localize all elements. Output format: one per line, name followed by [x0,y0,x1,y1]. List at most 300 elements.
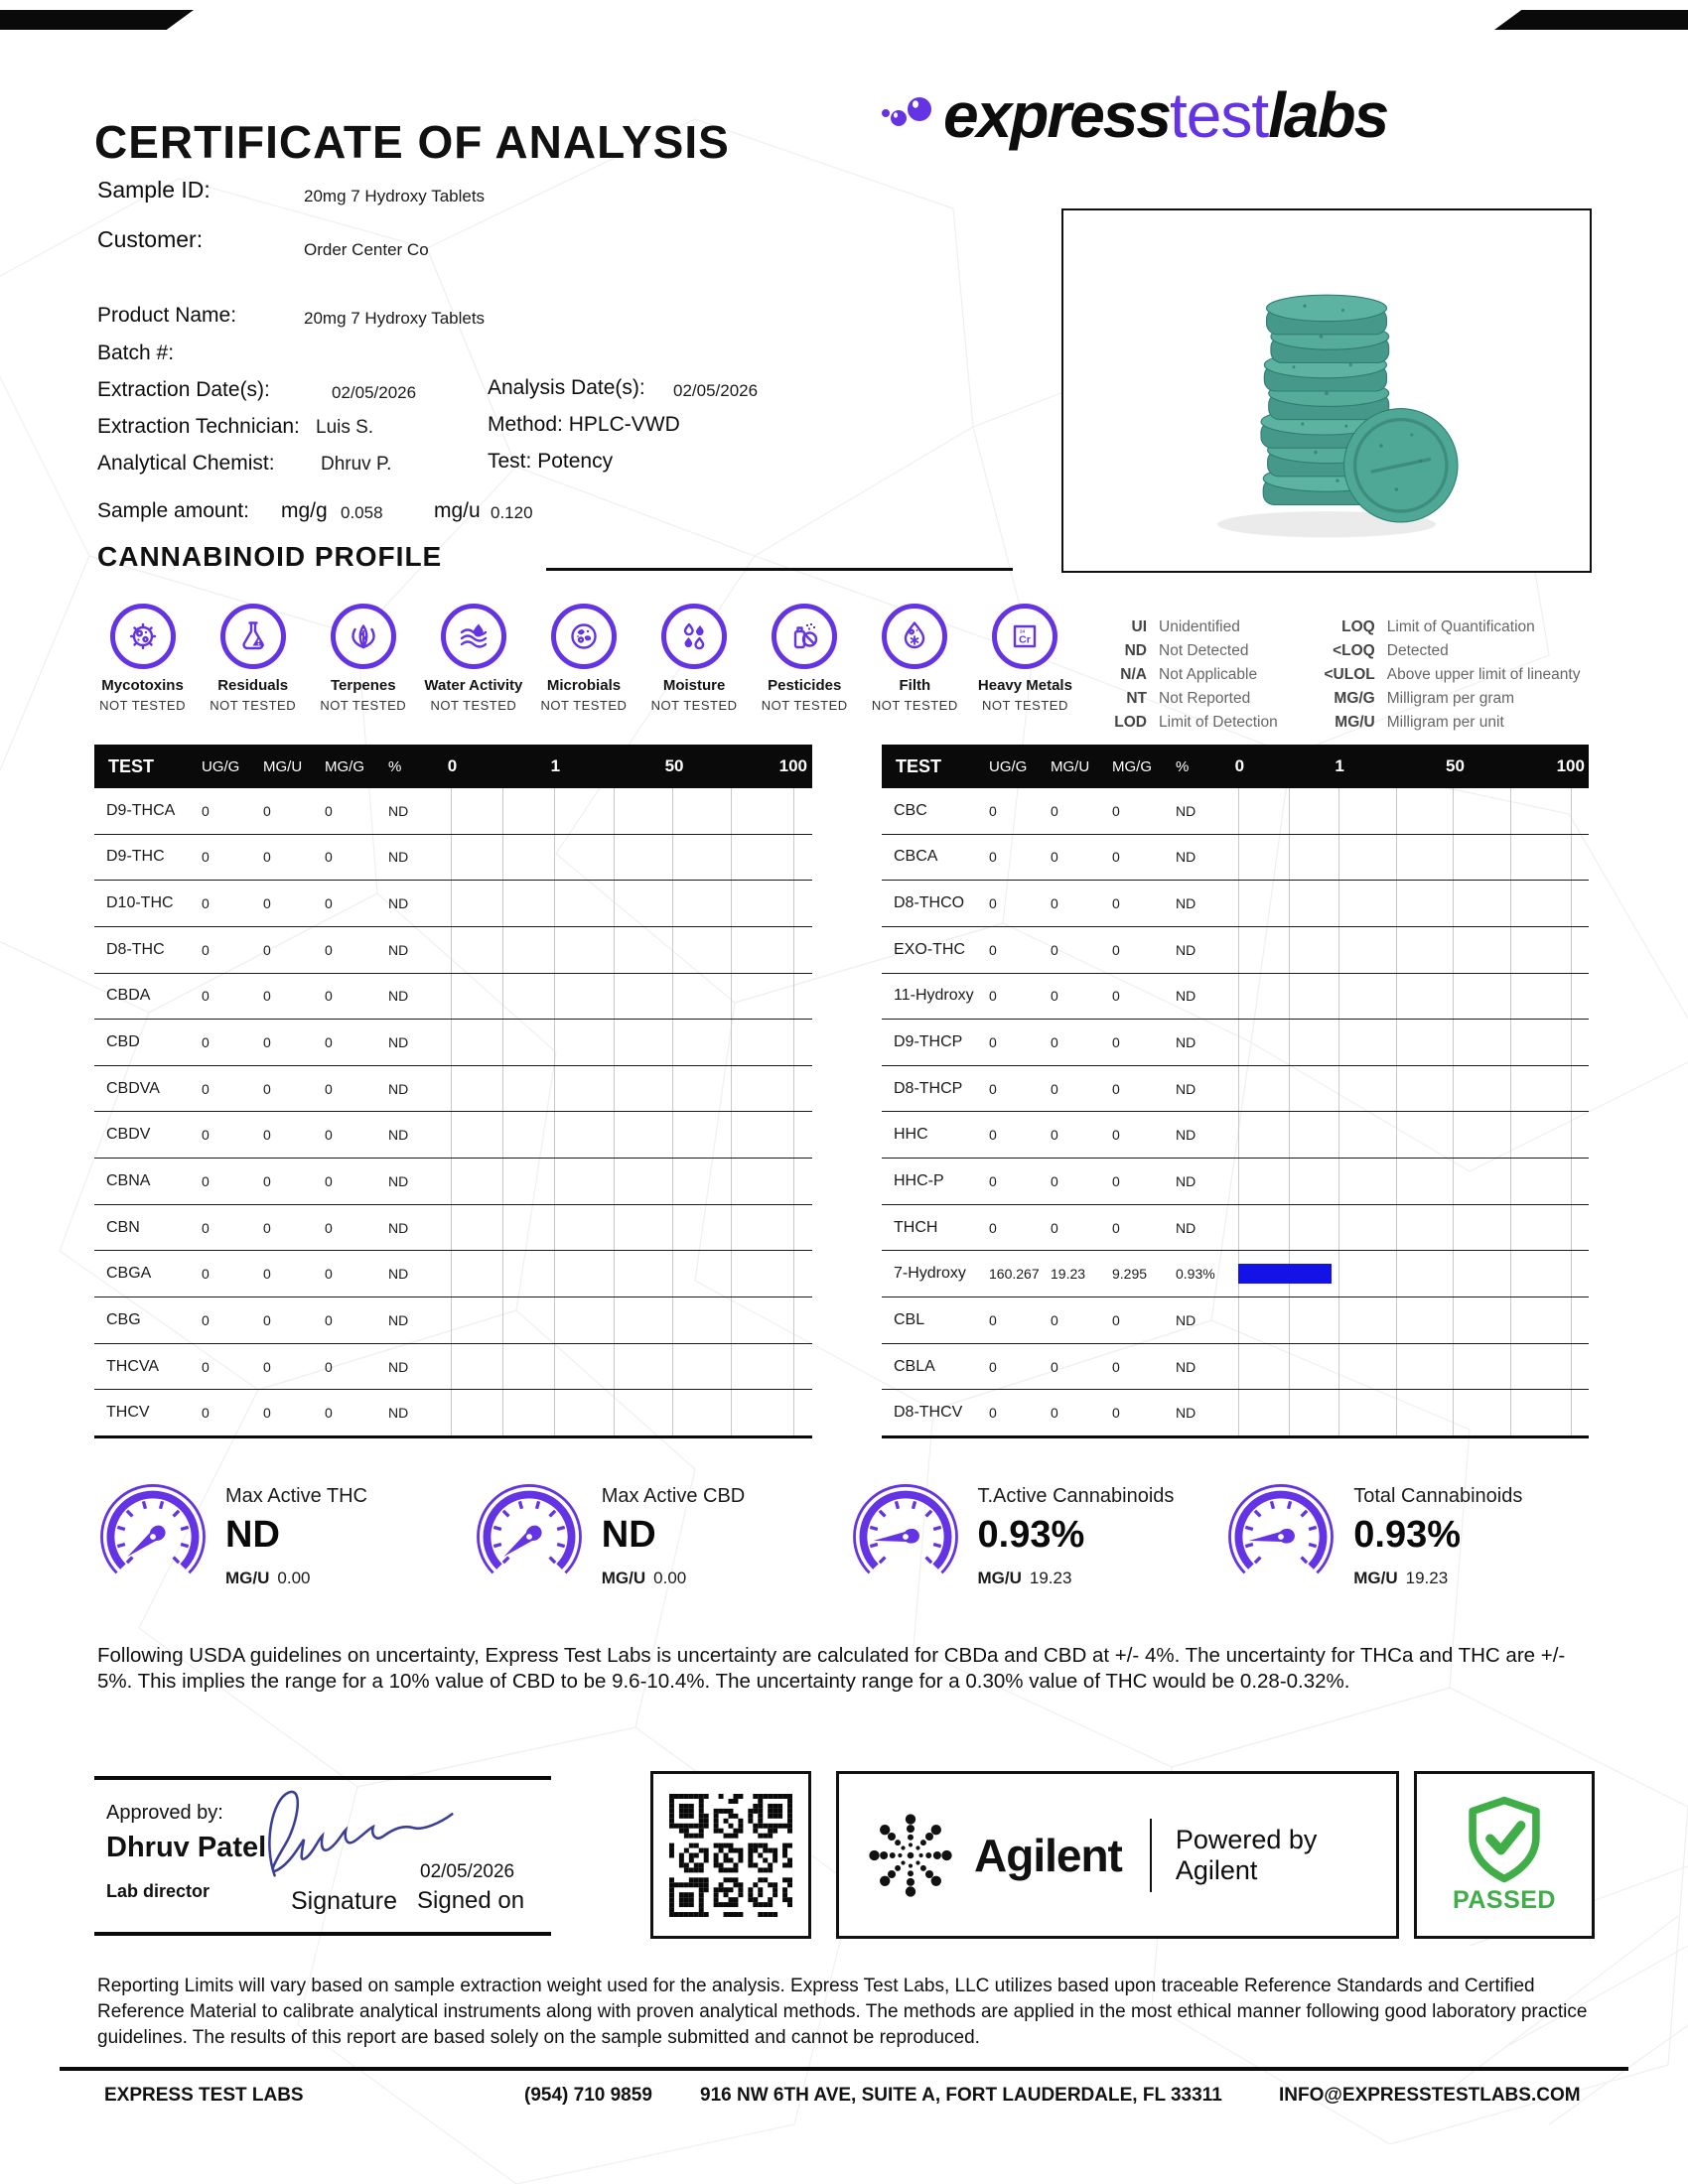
legend-desc: Unidentified [1159,618,1240,635]
row-chart [1231,1159,1589,1204]
col-mgg: MG/G [1112,757,1152,775]
cell-ugg: 0 [202,1266,210,1283]
cell-ugg: 0 [202,1127,210,1144]
sample-id-label: Sample ID: [97,177,211,203]
cell-ugg: 0 [202,941,210,958]
gridline [1338,1205,1339,1251]
scale-100: 100 [1556,756,1585,775]
col-mgg: MG/G [325,757,364,775]
approver-role: Lab director [106,1881,211,1901]
cell-pct: ND [1176,941,1196,958]
row-chart [444,1205,812,1251]
gridline [1571,1297,1572,1343]
gridline [554,835,555,881]
table-row [882,974,1589,1021]
legend-item [1306,687,1581,711]
cell-mgu: 0 [263,849,271,866]
scale-labels [444,745,812,788]
gridline [1510,788,1511,834]
gridline [1338,1297,1339,1343]
gridline [554,881,555,926]
row-chart [1231,788,1589,834]
table-row [882,1020,1589,1066]
gauge-dial-icon [847,1481,964,1597]
footer-company: EXPRESS TEST LABS [104,2085,304,2106]
gridline [672,788,673,834]
cell-mgg: 0 [1112,1219,1120,1236]
cell-ugg: 160.267 [989,1266,1040,1283]
panel-water-activity [418,604,528,713]
cell-test: HHC [894,1126,928,1144]
panel-terpenes [308,604,418,713]
table-body-right [882,788,1589,1438]
gridline [1289,927,1290,973]
cell-ugg: 0 [989,941,997,958]
gridline [1571,927,1572,973]
gridline [1238,1390,1239,1435]
cell-ugg: 0 [989,1311,997,1328]
gridline [554,1205,555,1251]
row-chart [444,1112,812,1158]
cell-mgg: 0 [1112,802,1120,819]
cell-pct: ND [388,1311,409,1328]
panel-filth [860,604,970,713]
gridline [731,1159,732,1204]
table-row [94,927,812,974]
gauge [847,1481,1223,1597]
gridline [554,1159,555,1204]
cell-ugg: 0 [202,802,210,819]
gridline [1238,927,1239,973]
table-row [94,1112,812,1159]
gridline [1338,1020,1339,1065]
cell-test: CBDA [106,987,151,1005]
gauge-unit [1353,1569,1522,1588]
legend-abbr: LOD [1114,714,1147,731]
cell-pct: ND [388,1219,409,1236]
gridline [1289,788,1290,834]
panel-microbials [528,604,638,713]
gridline [1571,1159,1572,1204]
gridline [451,788,452,834]
panel-residuals [198,604,308,713]
cell-mgu: 0 [1051,1405,1058,1422]
row-chart [444,1066,812,1112]
gridline [451,1297,452,1343]
cell-mgu: 0 [263,988,271,1005]
test-value: Potency [537,450,614,473]
cell-pct: ND [1176,1219,1196,1236]
footer-email: INFO@EXPRESSTESTLABS.COM [1279,2085,1581,2106]
qr-code [669,1794,792,1917]
cell-test: CBC [894,801,927,819]
row-chart [1231,1066,1589,1112]
gridline [502,974,503,1020]
cell-test: D8-THCV [894,1404,963,1422]
gridline [793,927,794,973]
gridline [1396,881,1397,926]
cell-mgg: 0 [325,895,333,912]
gridline [731,927,732,973]
logo-word-labs: labs [1268,79,1388,151]
method-label: Method: HPLC-VWD [488,413,680,436]
not-tested-row [87,604,1080,713]
filth-icon [882,604,947,669]
gridline [731,1112,732,1158]
gridline [1453,788,1454,834]
row-chart [1231,1205,1589,1251]
cell-pct: ND [388,988,409,1005]
gridline [1510,927,1511,973]
cell-pct: ND [1176,1172,1196,1189]
gridline [672,1344,673,1390]
gridline [554,1390,555,1435]
gridline [1453,974,1454,1020]
table-row [94,1020,812,1066]
gridline [1238,1112,1239,1158]
cell-ugg: 0 [202,1219,210,1236]
legend-abbr: MG/G [1334,690,1375,707]
legend-desc: Not Applicable [1159,666,1258,683]
footer-rule [60,2067,1628,2071]
legend-item [1107,687,1278,711]
gridline [1396,835,1397,881]
cell-mgg: 0 [325,849,333,866]
gridline [451,1159,452,1204]
cell-test: CBDV [106,1126,151,1144]
cell-pct: ND [388,941,409,958]
cell-mgu: 0 [263,1311,271,1328]
scale-50: 50 [664,756,684,775]
row-chart [1231,1251,1589,1297]
panel-name: Water Activity [424,677,523,694]
cell-pct: 0.93% [1176,1266,1215,1283]
gridline [502,1205,503,1251]
legend-right [1306,615,1581,735]
panel-status: NOT TESTED [650,698,738,713]
panel-name: Terpenes [330,677,396,694]
gridline [672,1112,673,1158]
row-chart [1231,1112,1589,1158]
qr-box [650,1771,811,1939]
mgg-value: 0.058 [341,503,383,522]
logo-word-test: test [1169,79,1269,151]
sample-id-value: 20mg 7 Hydroxy Tablets [304,187,486,205]
legend-desc: Milligram per unit [1386,714,1504,731]
cell-ugg: 0 [202,895,210,912]
cell-mgg: 0 [1112,1311,1120,1328]
gauge-text [602,1481,745,1588]
legend-item [1306,615,1581,639]
gridline [554,1344,555,1390]
gridline [451,881,452,926]
cell-ugg: 0 [202,988,210,1005]
gridline [1510,974,1511,1020]
cell-mgg: 0 [325,1127,333,1144]
col-pct: % [388,757,402,775]
gridline [731,788,732,834]
passed-shield-icon [1463,1795,1546,1884]
extraction-date-value: 02/05/2026 [332,383,417,402]
gridline [1238,1297,1239,1343]
customer-label: Customer: [97,226,204,252]
legend-item [1107,711,1278,735]
analysis-date-label: Analysis Date(s): [488,376,645,399]
gridline [1396,1251,1397,1297]
table-row [882,835,1589,882]
analysis-date-value: 02/05/2026 [673,381,759,400]
table-row [94,788,812,835]
gridline [1453,835,1454,881]
gauge-value: ND [601,1514,656,1556]
agilent-box [836,1771,1399,1939]
corner-decoration-left [0,10,194,30]
cell-mgg: 0 [1112,849,1120,866]
gridline [731,881,732,926]
col-ugg: UG/G [989,757,1028,775]
gauge-dial-icon [94,1481,211,1597]
cell-pct: ND [1176,1127,1196,1144]
heading-rule [546,568,1013,571]
row-chart [1231,1297,1589,1343]
gridline [1289,974,1290,1020]
gridline [672,1390,673,1435]
gridline [1510,1251,1511,1297]
logo-wordmark [943,79,1388,151]
scale-50: 50 [1446,756,1465,775]
gridline [1289,1205,1290,1251]
gridline [1510,835,1511,881]
gridline [672,881,673,926]
legend-abbr: NT [1126,690,1147,707]
gridline [1238,1066,1239,1112]
microbials-icon [551,604,617,669]
cell-mgu: 0 [1051,1358,1058,1375]
gridline [502,1297,503,1343]
moisture-icon [661,604,727,669]
cell-mgu: 0 [263,1266,271,1283]
gridline [672,1251,673,1297]
gauge-dial-icon [471,1481,588,1597]
legend-left [1107,615,1278,735]
gauge-unit-value: 0.00 [277,1569,311,1587]
footer-address: 916 NW 6TH AVE, SUITE A, FORT LAUDERDALE, FL 33311 [700,2085,1222,2106]
row-chart [444,1251,812,1297]
product-name-value: 20mg 7 Hydroxy Tablets [304,309,486,328]
cannabinoid-table-left [94,745,812,1438]
row-chart [444,927,812,973]
table-row [882,881,1589,927]
cell-mgg: 0 [1112,941,1120,958]
gridline [1238,1344,1239,1390]
cell-ugg: 0 [989,1080,997,1097]
col-mgu: MG/U [263,757,303,775]
logo-droplets-icon [874,85,943,147]
gauge-unit-value: 19.23 [1029,1569,1072,1587]
gridline [1571,1205,1572,1251]
gridline [502,1390,503,1435]
cell-mgg: 0 [1112,1358,1120,1375]
gridline [793,835,794,881]
cell-pct: ND [388,1080,409,1097]
cell-pct: ND [388,895,409,912]
gridline [1453,1112,1454,1158]
panel-name: Pesticides [768,677,842,694]
row-chart [444,1297,812,1343]
cell-mgu: 0 [263,1127,271,1144]
table-row [94,974,812,1021]
passed-box [1414,1771,1595,1939]
cell-mgg: 0 [1112,1127,1120,1144]
gridline [672,835,673,881]
gridline [1510,1066,1511,1112]
cell-mgg: 0 [325,941,333,958]
passed-label: PASSED [1453,1886,1556,1914]
cell-mgu: 0 [1051,1080,1058,1097]
gridline [1453,927,1454,973]
cell-mgg: 0 [325,802,333,819]
cell-mgu: 0 [263,802,271,819]
gridline [502,835,503,881]
scale-labels [1231,745,1589,788]
footer-phone: (954) 710 9859 [524,2085,652,2106]
cell-pct: ND [1176,802,1196,819]
gridline [1453,881,1454,926]
row-chart [444,1344,812,1390]
cell-test: EXO-THC [894,940,965,958]
panel-status: NOT TESTED [761,698,848,713]
gridline [1238,788,1239,834]
table-row [882,1297,1589,1344]
cell-test: D8-THCP [894,1079,963,1097]
analytical-chemist-value: Dhruv P. [321,454,392,475]
mgu-value: 0.120 [491,503,533,522]
gridline [451,835,452,881]
heavy-metals-icon [992,604,1057,669]
cell-mgu: 0 [263,895,271,912]
gridline [554,1066,555,1112]
panel-name: Mycotoxins [101,677,184,694]
table-row [882,1205,1589,1252]
gridline [502,1251,503,1297]
legend-abbr: ND [1124,642,1147,659]
cell-mgu: 0 [1051,1219,1058,1236]
cell-test: 7-Hydroxy [894,1265,966,1283]
cell-mgu: 0 [263,1080,271,1097]
gridline [614,1159,615,1204]
gridline [1289,1066,1290,1112]
gridline [451,1251,452,1297]
panel-name: Microbials [546,677,622,694]
gridline [1338,1159,1339,1204]
legend-item [1107,639,1278,663]
gridline [1510,1205,1511,1251]
cell-pct: ND [388,1127,409,1144]
gauge-label: Max Active CBD [601,1485,746,1507]
col-mgu: MG/U [1051,757,1090,775]
cell-ugg: 0 [202,1405,210,1422]
cell-mgu: 0 [1051,1034,1058,1051]
gridline [1396,1020,1397,1065]
gridline [1338,1251,1339,1297]
gridline [1510,881,1511,926]
cell-test: CBGA [106,1265,152,1283]
gridline [793,974,794,1020]
cell-test: THCV [106,1404,150,1422]
gridline [1338,881,1339,926]
cell-pct: ND [388,1172,409,1189]
gridline [672,1020,673,1065]
gridline [1571,1390,1572,1435]
table-row [882,1251,1589,1297]
panel-status: NOT TESTED [320,698,407,713]
water-activity-icon [441,604,506,669]
cell-pct: ND [1176,849,1196,866]
gridline [1238,1205,1239,1251]
gridline [614,1205,615,1251]
cell-pct: ND [1176,1405,1196,1422]
table-row [882,927,1589,974]
residuals-icon [220,604,286,669]
gridline [614,1020,615,1065]
gridline [502,1066,503,1112]
cell-test: D8-THCO [894,894,965,912]
legend-item [1306,663,1581,687]
gridline [793,1112,794,1158]
cell-mgg: 0 [1112,895,1120,912]
cell-test: CBN [106,1218,140,1236]
panel-status: NOT TESTED [981,698,1068,713]
gridline [672,974,673,1020]
col-test: TEST [108,755,155,776]
gridline [1510,1020,1511,1065]
cell-pct: ND [1176,895,1196,912]
gridline [1453,1251,1454,1297]
gridline [793,1020,794,1065]
gauge [471,1481,847,1597]
row-chart [1231,881,1589,926]
cell-test: THCH [894,1218,938,1236]
gridline [1453,1344,1454,1390]
cell-ugg: 0 [202,849,210,866]
cell-test: D9-THC [106,848,165,866]
cell-mgu: 0 [263,1219,271,1236]
gridline [1510,1344,1511,1390]
row-chart [1231,927,1589,973]
gridline [502,881,503,926]
gridline [1571,1344,1572,1390]
gauge-unit-label: MG/U [977,1569,1022,1587]
gridline [1571,835,1572,881]
gridline [451,1020,452,1065]
gauge-label: Total Cannabinoids [1353,1485,1523,1507]
cell-test: 11-Hydroxy [894,987,974,1005]
cell-mgu: 0 [263,1172,271,1189]
gridline [731,1297,732,1343]
table-row [882,1066,1589,1113]
gridline [451,927,452,973]
gridline [731,1020,732,1065]
gridline [731,835,732,881]
row-chart [1231,1020,1589,1065]
col-ugg: UG/G [202,757,240,775]
page-title: CERTIFICATE OF ANALYSIS [94,116,730,168]
scale-1: 1 [550,756,561,775]
gridline [1338,1112,1339,1158]
row-chart [444,1390,812,1435]
cell-test: CBD [106,1033,140,1051]
gridline [1396,788,1397,834]
